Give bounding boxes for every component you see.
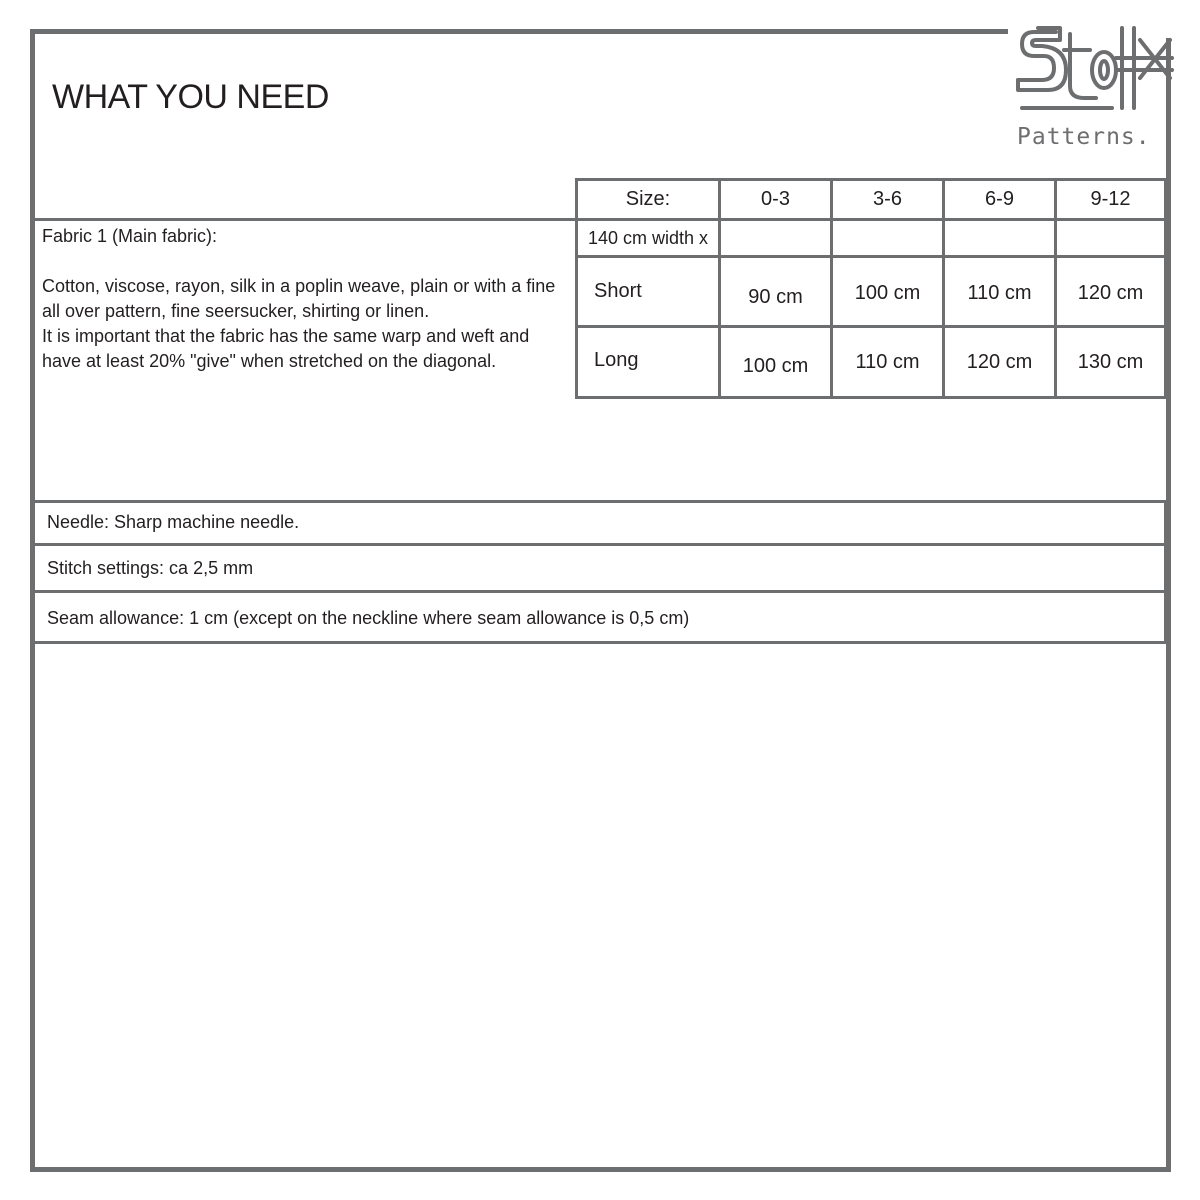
fabric-title: Fabric 1 (Main fabric): — [42, 226, 218, 246]
size-table — [575, 178, 1167, 399]
table-cell: 90 cm — [748, 286, 803, 308]
divider-top — [33, 218, 578, 221]
size-header: 9-12 — [1090, 188, 1131, 210]
divider-seam-bottom — [33, 641, 1168, 644]
table-cell: 100 cm — [742, 354, 809, 377]
table-cell: 100 cm — [854, 282, 921, 304]
fabric-description-line: Cotton, viscose, rayon, silk in a poplin weave, plain or with a fine all over pattern, fine seersucker, shirting or linen. — [42, 276, 556, 321]
size-header: 0-3 — [761, 188, 790, 210]
size-header: 3-6 — [873, 188, 902, 210]
fabric-description — [42, 274, 562, 374]
needle-info: Needle: Sharp machine needle. — [47, 512, 300, 532]
table-cell: 120 cm — [966, 350, 1033, 373]
table-cell: 130 cm — [1077, 350, 1144, 373]
brand-tagline: Patterns. — [1017, 124, 1151, 150]
page-title: WHAT YOU NEED — [52, 78, 329, 116]
table-line — [1164, 178, 1167, 399]
divider-stitch-bottom — [33, 590, 1168, 593]
table-cell: 110 cm — [855, 350, 920, 373]
row-label-short: Short — [594, 280, 642, 302]
table-cell: 110 cm — [967, 282, 1032, 304]
table-cell: 120 cm — [1077, 282, 1144, 304]
divider-needle-bottom — [33, 543, 1168, 546]
seam-allowance: Seam allowance: 1 cm (except on the neckline where seam allowance is 0,5 cm) — [47, 608, 690, 628]
size-header: 6-9 — [985, 188, 1014, 210]
fabric-width-label: 140 cm width x — [587, 227, 709, 248]
size-header-label: Size: — [625, 188, 671, 210]
divider-fabric-bottom — [33, 500, 1168, 503]
table-line — [575, 396, 1167, 399]
stitch-settings: Stitch settings: ca 2,5 mm — [47, 558, 254, 578]
fabric-description-line: It is important that the fabric has the same warp and weft and have at least 20% "give" when stretched on the diagonal. — [42, 326, 530, 371]
row-label-long: Long — [594, 349, 639, 371]
right-inner-edge — [1164, 500, 1167, 644]
